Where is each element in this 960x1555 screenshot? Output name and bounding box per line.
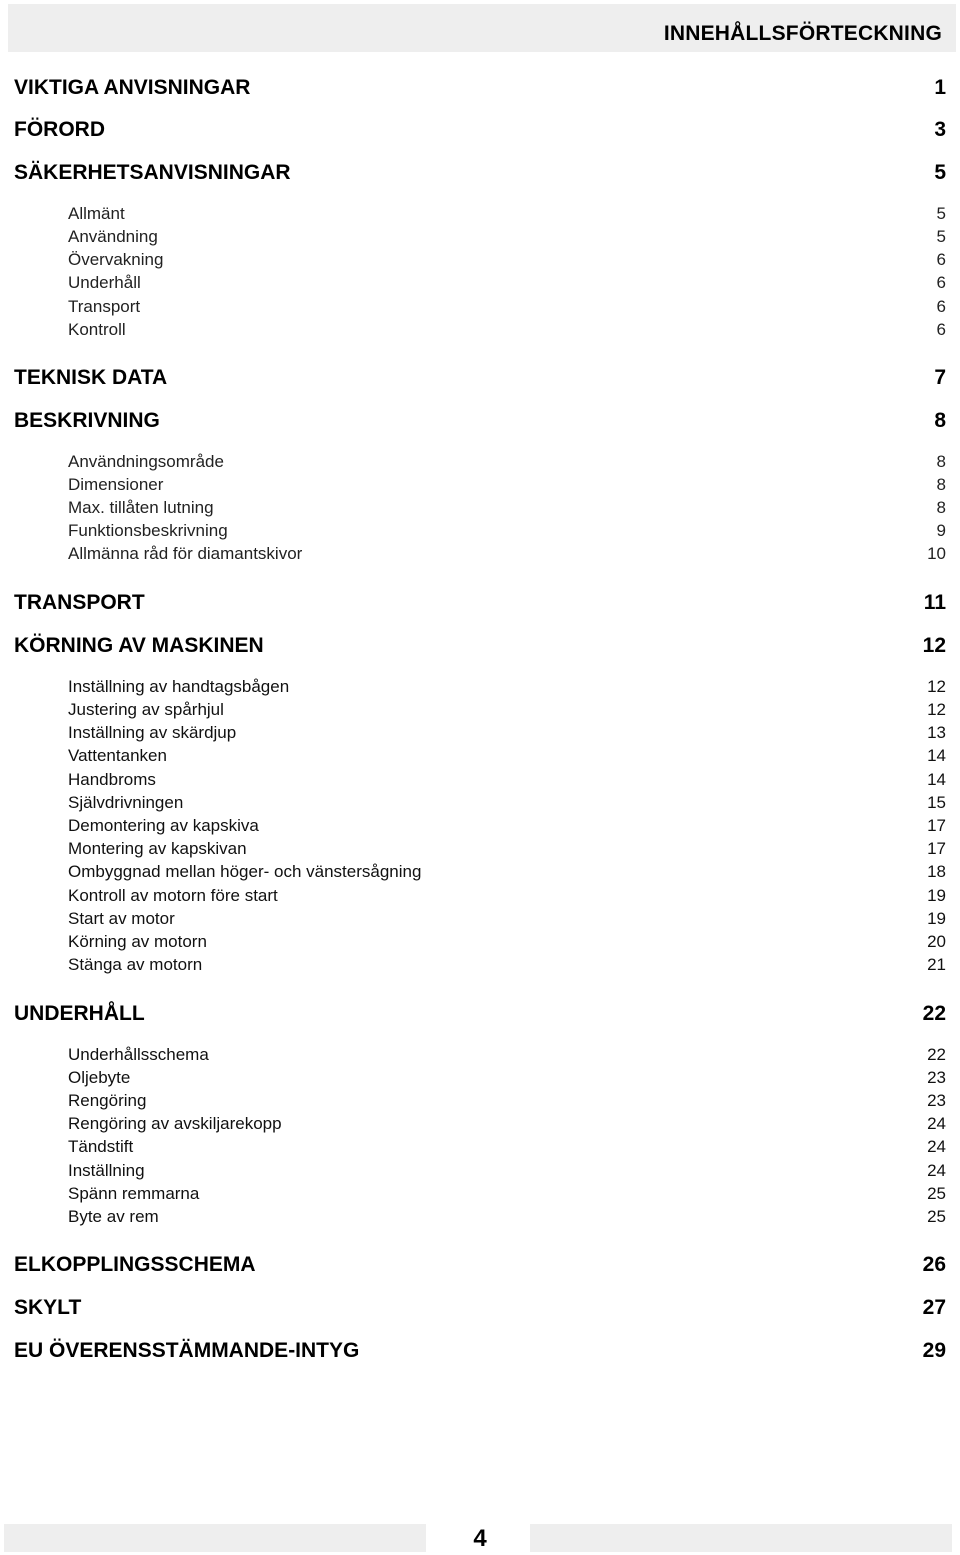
toc-item-page: 15	[927, 793, 946, 812]
toc-item-page: 17	[927, 816, 946, 835]
toc-section-title: TEKNISK DATA	[14, 366, 168, 389]
toc-section-page: 5	[934, 161, 946, 184]
toc-section-underhall[interactable]	[14, 1002, 946, 1026]
toc-item[interactable]	[68, 1068, 946, 1088]
toc-item-label: Underhållsschema	[68, 1045, 209, 1064]
toc-item-page: 19	[927, 909, 946, 928]
toc-item[interactable]	[68, 746, 946, 766]
toc-item[interactable]	[68, 521, 946, 541]
toc-item-page: 10	[927, 544, 946, 563]
toc-item-page: 21	[927, 955, 946, 974]
toc-item-page: 8	[936, 475, 946, 494]
toc-item-label: Kontroll	[68, 320, 126, 339]
toc-item-page: 24	[927, 1137, 946, 1156]
toc-item[interactable]	[68, 498, 946, 518]
toc-item-label: Inställning av handtagsbågen	[68, 677, 290, 696]
toc-section-sakerhetsanvisningar[interactable]	[14, 161, 946, 185]
toc-section-korning-av-maskinen[interactable]	[14, 634, 946, 658]
toc-section-elkopplingsschema[interactable]	[14, 1253, 946, 1277]
toc-item[interactable]	[68, 273, 946, 293]
toc-section-page: 1	[934, 76, 946, 99]
toc-item-page: 8	[936, 452, 946, 471]
toc-section-transport[interactable]	[14, 591, 946, 615]
toc-item[interactable]	[68, 544, 946, 564]
toc-item-label: Rengöring	[68, 1091, 147, 1110]
toc-section-page: 27	[922, 1296, 946, 1319]
toc-item-page: 20	[927, 932, 946, 951]
toc-section-page: 7	[934, 366, 946, 389]
toc-item[interactable]	[68, 839, 946, 859]
toc-item-page: 5	[936, 227, 946, 246]
toc-item-page: 8	[936, 498, 946, 517]
toc-section-title: KÖRNING AV MASKINEN	[14, 634, 264, 657]
toc-item[interactable]	[68, 452, 946, 472]
toc-item-label: Montering av kapskivan	[68, 839, 247, 858]
toc-item-page: 12	[927, 677, 946, 696]
toc-item-label: Självdrivningen	[68, 793, 184, 812]
toc-item-label: Rengöring av avskiljarekopp	[68, 1114, 282, 1133]
toc-item-label: Allmänt	[68, 204, 125, 223]
toc-item-page: 25	[927, 1207, 946, 1226]
toc-item[interactable]	[68, 204, 946, 224]
header-bar	[8, 4, 956, 52]
toc-item-page: 17	[927, 839, 946, 858]
toc-item-label: Stänga av motorn	[68, 955, 203, 974]
toc-item-label: Dimensioner	[68, 475, 164, 494]
toc-item-page: 12	[927, 700, 946, 719]
toc-item[interactable]	[68, 297, 946, 317]
toc-item[interactable]	[68, 320, 946, 340]
toc-item-page: 13	[927, 723, 946, 742]
toc-item[interactable]	[68, 677, 946, 697]
toc-item-label: Justering av spårhjul	[68, 700, 224, 719]
toc-item-label: Max. tillåten lutning	[68, 498, 214, 517]
toc-section-forord[interactable]	[14, 118, 946, 142]
toc-item-label: Inställning	[68, 1161, 145, 1180]
toc-item[interactable]	[68, 1091, 946, 1111]
page-title: INNEHÅLLSFÖRTECKNING	[663, 22, 942, 45]
toc-item-label: Spänn remmarna	[68, 1184, 200, 1203]
toc-section-title: ELKOPPLINGSSCHEMA	[14, 1253, 256, 1276]
toc-section-title: UNDERHÅLL	[14, 1002, 145, 1025]
footer-bar-right	[530, 1524, 952, 1552]
toc-section-title: BESKRIVNING	[14, 409, 160, 432]
toc-section-page: 8	[934, 409, 946, 432]
toc-item[interactable]	[68, 955, 946, 975]
toc-section-page: 22	[922, 1002, 946, 1025]
toc-item[interactable]	[68, 793, 946, 813]
toc-item-page: 23	[927, 1068, 946, 1087]
toc-item-page: 25	[927, 1184, 946, 1203]
toc-section-title: VIKTIGA ANVISNINGAR	[14, 76, 251, 99]
toc-item-page: 6	[936, 320, 946, 339]
toc-section-title: EU ÖVERENSSTÄMMANDE-INTYG	[14, 1339, 360, 1362]
toc-item[interactable]	[68, 700, 946, 720]
toc-item-label: Funktionsbeskrivning	[68, 521, 228, 540]
toc-item-page: 14	[927, 746, 946, 765]
toc-item[interactable]	[68, 862, 946, 882]
page-number: 4	[473, 1525, 487, 1552]
toc-item-label: Handbroms	[68, 770, 156, 789]
toc-section-teknisk-data[interactable]	[14, 366, 946, 390]
toc-section-page: 3	[934, 118, 946, 141]
toc-item-page: 9	[936, 521, 946, 540]
toc-item-page: 24	[927, 1161, 946, 1180]
toc-item-label: Byte av rem	[68, 1207, 159, 1226]
toc-item-page: 22	[927, 1045, 946, 1064]
toc-item-label: Demontering av kapskiva	[68, 816, 259, 835]
footer-bar-left	[4, 1524, 426, 1552]
toc-section-page: 26	[922, 1253, 946, 1276]
toc-section-viktiga-anvisningar[interactable]	[14, 76, 946, 100]
toc-section-skylt[interactable]	[14, 1296, 946, 1320]
toc-section-beskrivning[interactable]	[14, 409, 946, 433]
toc-item-label: Övervakning	[68, 250, 164, 269]
toc-section-eu-overensstammande-intyg[interactable]	[14, 1339, 946, 1363]
toc-item[interactable]	[68, 1045, 946, 1065]
toc-item-page: 23	[927, 1091, 946, 1110]
toc-item[interactable]	[68, 886, 946, 906]
toc-item-label: Transport	[68, 297, 141, 316]
toc-item[interactable]	[68, 227, 946, 247]
toc-section-page: 11	[923, 591, 946, 614]
toc-item-page: 18	[927, 862, 946, 881]
toc-item-label: Kontroll av motorn före start	[68, 886, 278, 905]
toc-item-label: Användning	[68, 227, 158, 246]
toc-item-page: 24	[927, 1114, 946, 1133]
toc-item-label: Underhåll	[68, 273, 141, 292]
toc-item[interactable]	[68, 909, 946, 929]
toc-section-title: SKYLT	[14, 1296, 82, 1319]
toc-item[interactable]	[68, 475, 946, 495]
toc-item[interactable]	[68, 1184, 946, 1204]
toc-section-page: 29	[922, 1339, 946, 1362]
toc-item[interactable]	[68, 1161, 946, 1181]
toc-item-page: 5	[936, 204, 946, 223]
toc-item-label: Oljebyte	[68, 1068, 131, 1087]
toc-item[interactable]	[68, 1137, 946, 1157]
toc-item-label: Körning av motorn	[68, 932, 207, 951]
toc-item[interactable]	[68, 250, 946, 270]
toc-item-label: Användningsområde	[68, 452, 224, 471]
toc-section-page: 12	[922, 634, 946, 657]
toc-item-page: 6	[936, 250, 946, 269]
toc-item[interactable]	[68, 1114, 946, 1134]
toc-section-title: FÖRORD	[14, 118, 105, 141]
toc-item[interactable]	[68, 932, 946, 952]
toc-item-page: 19	[927, 886, 946, 905]
toc-item-label: Inställning av skärdjup	[68, 723, 237, 742]
toc-section-title: TRANSPORT	[14, 591, 145, 614]
toc-item[interactable]	[68, 723, 946, 743]
toc-item-label: Vattentanken	[68, 746, 167, 765]
toc-item-page: 6	[936, 297, 946, 316]
toc-item[interactable]	[68, 816, 946, 836]
toc-item-page: 14	[927, 770, 946, 789]
toc-section-title: SÄKERHETSANVISNINGAR	[14, 161, 291, 184]
toc-item-label: Ombyggnad mellan höger- och vänstersågning	[68, 862, 422, 881]
toc-item-page: 6	[936, 273, 946, 292]
toc-item[interactable]	[68, 770, 946, 790]
toc-item[interactable]	[68, 1207, 946, 1227]
toc-item-label: Tändstift	[68, 1137, 134, 1156]
toc-item-label: Start av motor	[68, 909, 175, 928]
toc-item-label: Allmänna råd för diamantskivor	[68, 544, 303, 563]
